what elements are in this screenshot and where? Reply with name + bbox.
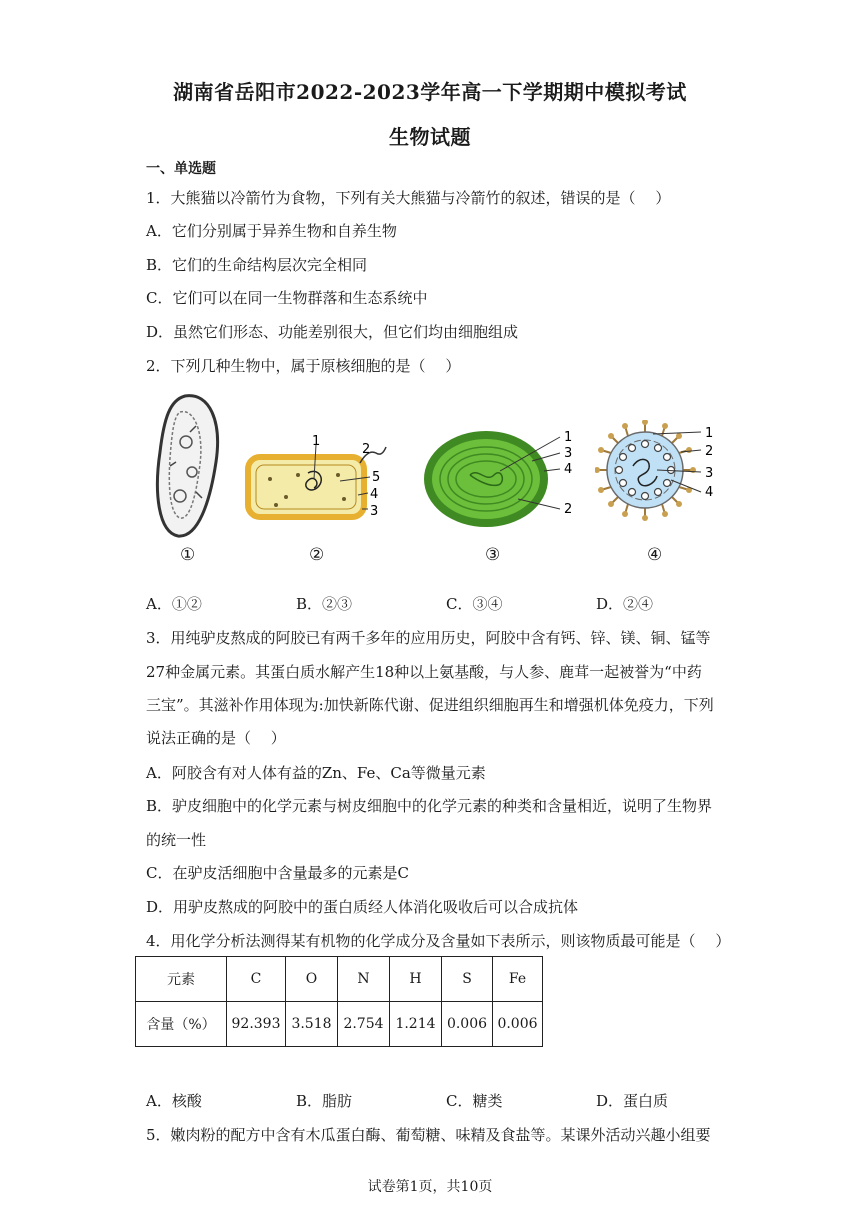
fig3-label-2: 2 <box>564 502 573 517</box>
table-header-cell: S <box>442 957 493 1002</box>
exam-title: 湖南省岳阳市2022-2023学年高一下学期期中模拟考试 <box>173 80 687 104</box>
figure-cyanobacterium <box>420 425 585 535</box>
exam-subtitle: 生物试题 <box>389 125 471 149</box>
figure-number-4: ④ <box>647 545 663 565</box>
fig3-label-3: 3 <box>564 446 573 461</box>
table-cell: 2.754 <box>338 1002 390 1047</box>
figure-virus <box>595 420 725 540</box>
figure-number-3: ③ <box>485 545 501 565</box>
page-footer: 试卷第1页，共10页 <box>367 1179 493 1195</box>
q3-option-d: D．用驴皮熬成的阿胶中的蛋白质经人体消化吸收后可以合成抗体 <box>146 898 579 916</box>
q1-option-b: B．它们的生命结构层次完全相同 <box>146 256 368 274</box>
q2-option-d: D．②④ <box>596 595 654 613</box>
q3-line-1: 3．用纯驴皮熬成的阿胶已有两千多年的应用历史，阿胶中含有钙、锌、镁、铜、锰等 <box>146 629 711 647</box>
fig4-label-1: 1 <box>705 426 714 441</box>
q3-option-a: A．阿胶含有对人体有益的Zn、Fe、Ca等微量元素 <box>146 764 486 782</box>
figure-paramecium <box>150 392 230 540</box>
q4-stem: 4．用化学分析法测得某有机物的化学成分及含量如下表所示，则该物质最可能是（ ） <box>146 932 731 950</box>
q3-line-2: 27种金属元素。其蛋白质水解产生18种以上氨基酸，与人参、鹿茸一起被誉为“中药 <box>146 663 702 681</box>
fig3-label-1: 1 <box>564 430 573 445</box>
q2-option-a: A．①② <box>146 595 202 613</box>
fig4-label-2: 2 <box>705 444 714 459</box>
q2-option-c: C．③④ <box>446 595 503 613</box>
q4-option-b: B．脂肪 <box>296 1092 353 1110</box>
q5-stem: 5．嫩肉粉的配方中含有木瓜蛋白酶、葡萄糖、味精及食盐等。某课外活动兴趣小组要 <box>146 1126 711 1144</box>
q3-line-4: 说法正确的是（ ） <box>146 729 286 747</box>
element-content-table <box>135 956 543 1047</box>
table-cell: 含量（%） <box>136 1002 227 1047</box>
section-heading: 一、单选题 <box>146 161 216 177</box>
q3-option-b: B．驴皮细胞中的化学元素与树皮细胞中的化学元素的种类和含量相近，说明了生物界 <box>146 797 713 815</box>
q4-option-d: D．蛋白质 <box>596 1092 669 1110</box>
q1-option-d: D．虽然它们形态、功能差别很大，但它们均由细胞组成 <box>146 323 519 341</box>
q3-line-3: 三宝”。其滋补作用体现为:加快新陈代谢、促进组织细胞再生和增强机体免疫力，下列 <box>146 696 714 714</box>
table-header-cell: H <box>390 957 442 1002</box>
fig3-label-4: 4 <box>564 462 573 477</box>
figure-bacterium <box>240 435 400 525</box>
fig2-label-1: 1 <box>312 435 321 449</box>
q4-option-a: A．核酸 <box>146 1092 202 1110</box>
q1-stem: 1．大熊猫以冷箭竹为食物，下列有关大熊猫与冷箭竹的叙述，错误的是（ ） <box>146 189 671 207</box>
fig2-label-4: 4 <box>370 487 379 502</box>
table-cell: 92.393 <box>227 1002 286 1047</box>
table-header-cell: O <box>286 957 338 1002</box>
q2-stem: 2．下列几种生物中，属于原核细胞的是（ ） <box>146 357 461 375</box>
table-cell: 1.214 <box>390 1002 442 1047</box>
q4-option-c: C．糖类 <box>446 1092 503 1110</box>
q1-option-a: A．它们分别属于异养生物和自养生物 <box>146 222 397 240</box>
table-cell: 3.518 <box>286 1002 338 1047</box>
q1-option-c: C．它们可以在同一生物群落和生态系统中 <box>146 289 428 307</box>
fig4-label-3: 3 <box>705 466 714 481</box>
table-header-cell: C <box>227 957 286 1002</box>
q3-option-c: C．在驴皮活细胞中含量最多的元素是C <box>146 864 409 882</box>
table-row <box>136 957 543 1002</box>
fig2-label-2: 2 <box>362 442 371 457</box>
figure-number-2: ② <box>309 545 325 565</box>
table-cell: 0.006 <box>442 1002 493 1047</box>
figure-number-1: ① <box>180 545 196 565</box>
table-row <box>136 1002 543 1047</box>
fig4-label-4: 4 <box>705 485 714 500</box>
table-header-cell: 元素 <box>136 957 227 1002</box>
table-cell: 0.006 <box>493 1002 543 1047</box>
q2-option-b: B．②③ <box>296 595 353 613</box>
table-header-cell: Fe <box>493 957 543 1002</box>
fig2-label-5: 5 <box>372 470 381 485</box>
fig2-label-3: 3 <box>370 504 379 519</box>
q3-option-b-continued: 的统一性 <box>146 831 207 849</box>
table-header-cell: N <box>338 957 390 1002</box>
